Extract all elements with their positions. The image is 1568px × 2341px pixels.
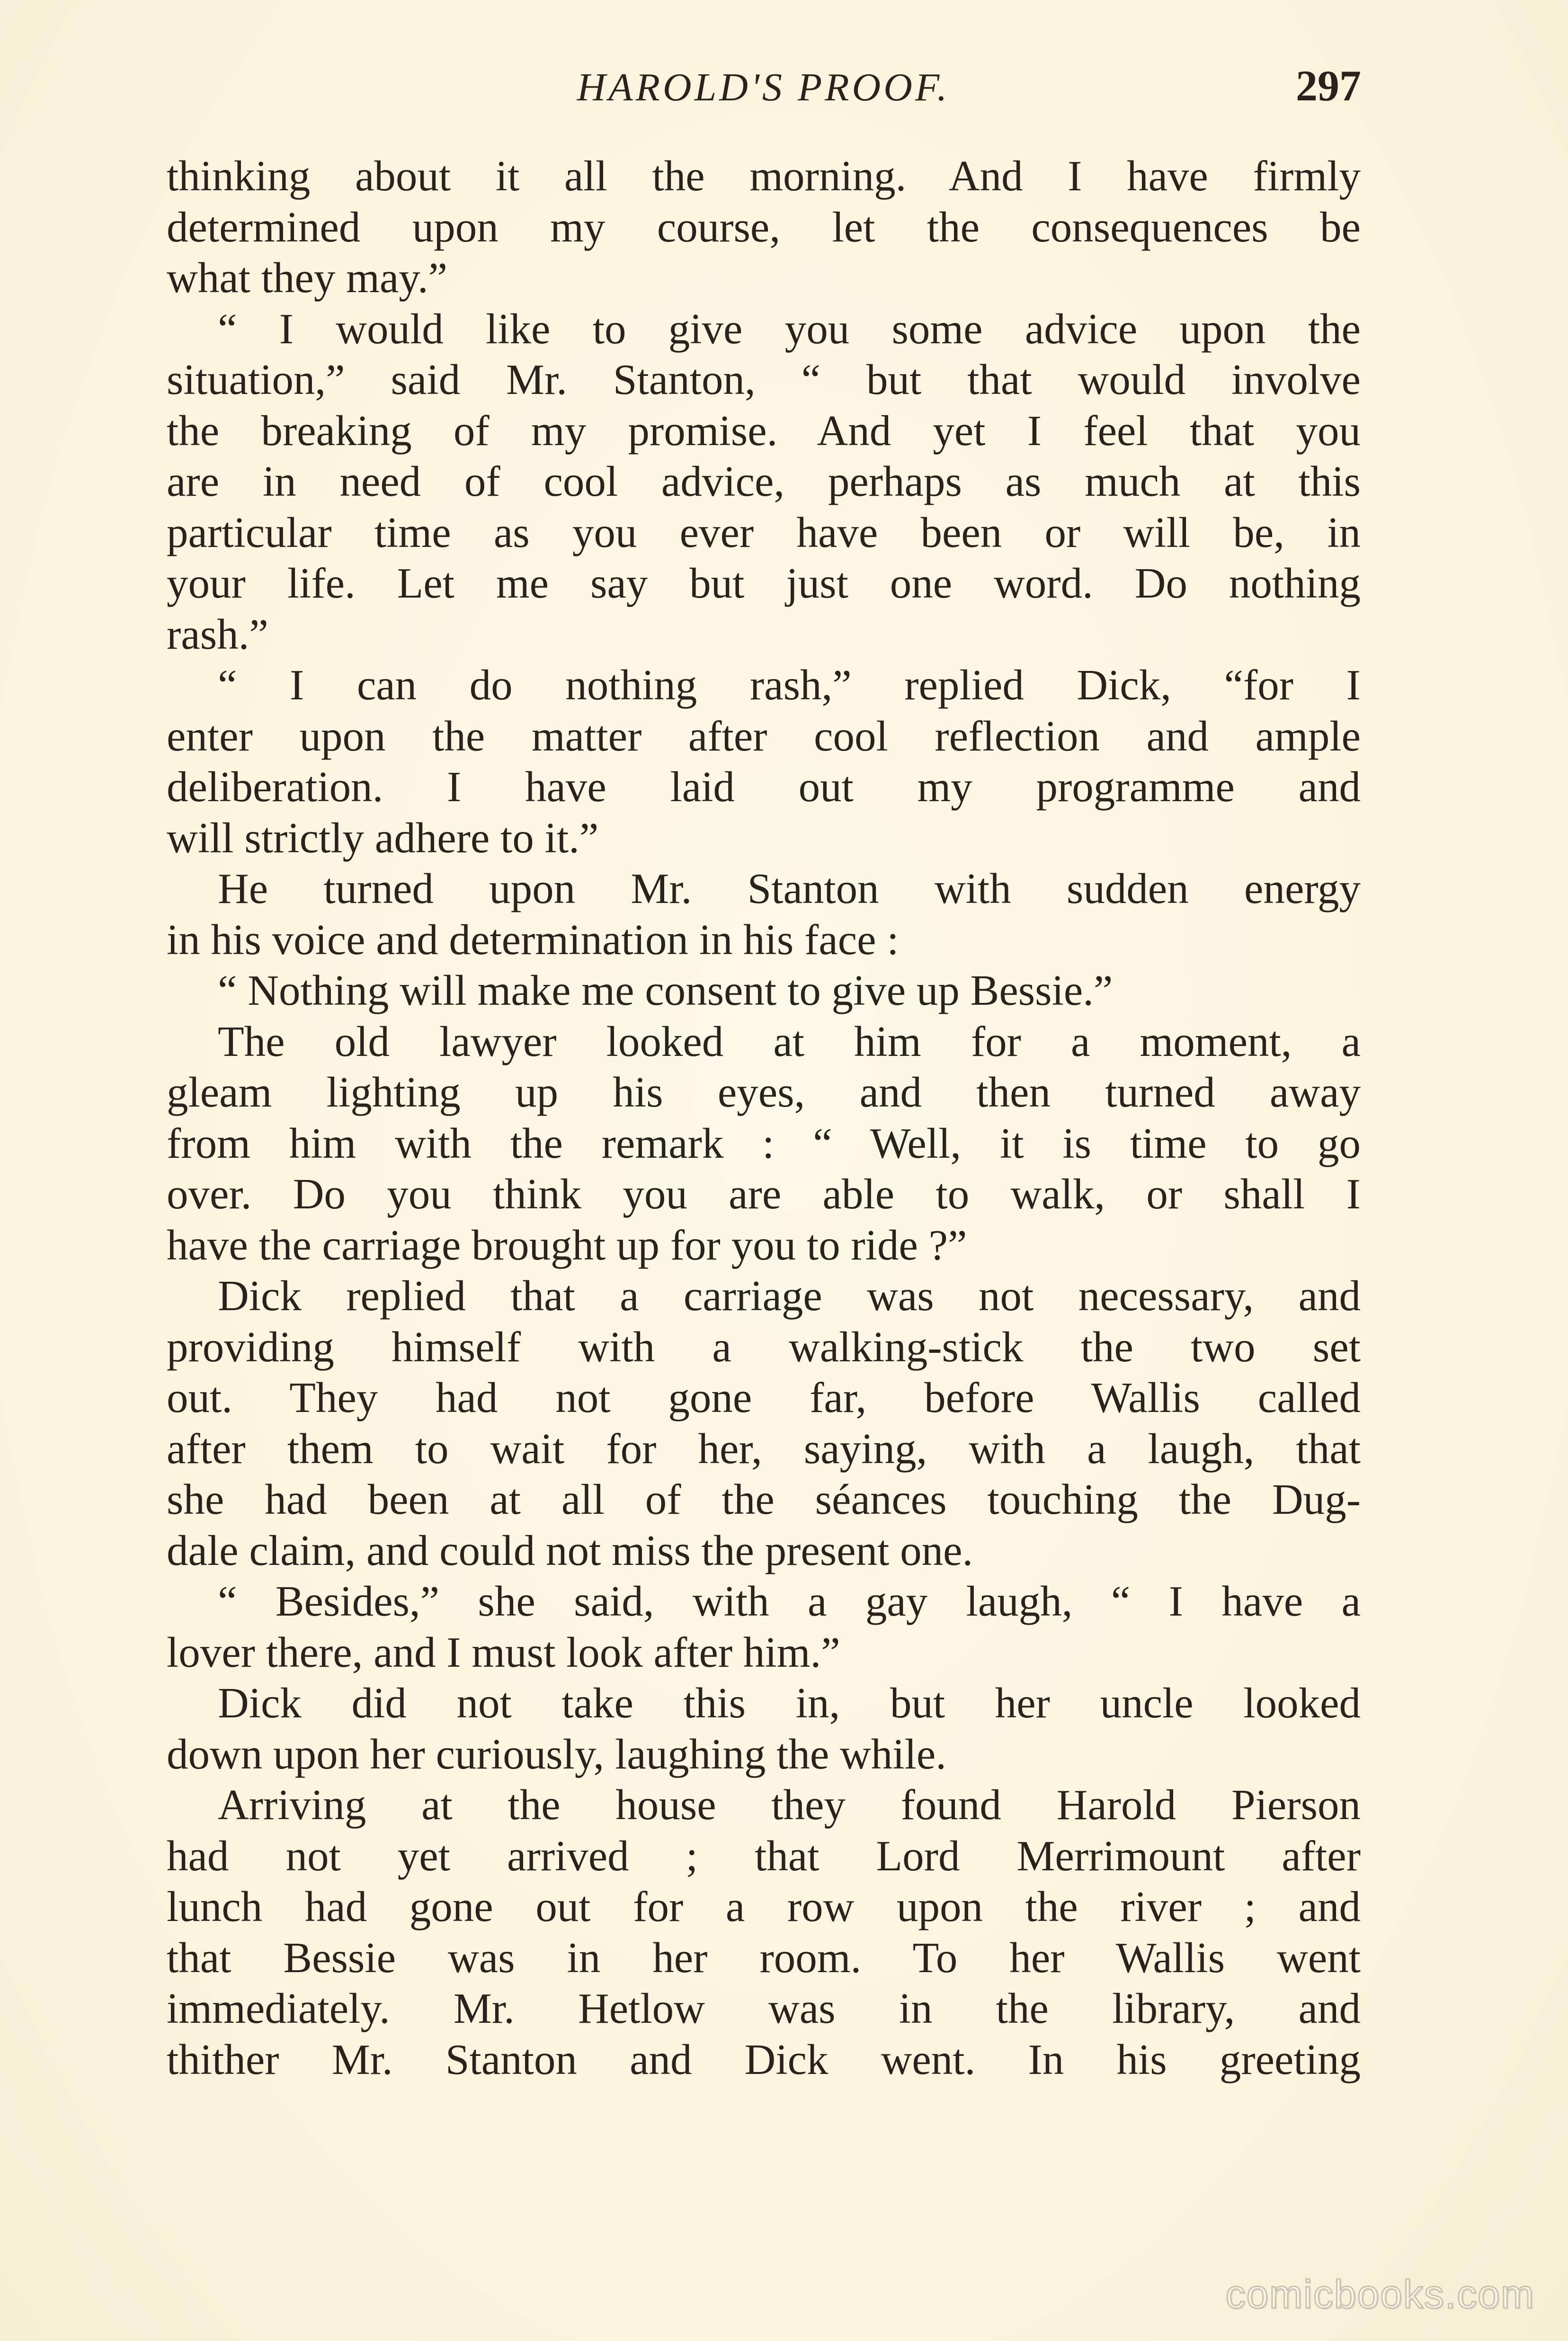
text-line-7: are in need of cool advice, perhaps as much at this — [167, 457, 1361, 505]
text-line-37: immediately. Mr. Hetlow was in the library, and — [167, 1984, 1361, 2032]
text-line-8: particular time as you ever have been or will be, in — [167, 508, 1361, 556]
text-line-34: had not yet arrived ; that Lord Merrimount after — [167, 1832, 1361, 1880]
text-line-36: that Bessie was in her room. To her Wallis went — [167, 1933, 1361, 1982]
text-line-17: “ Nothing will make me consent to give up Bessie.” — [218, 966, 1113, 1014]
text-line-18: The old lawyer looked at him for a moment, a — [218, 1017, 1361, 1065]
text-line-26: after them to wait for her, saying, with a laugh, that — [167, 1424, 1361, 1473]
text-line-24: providing himself with a walking-stick the two set — [167, 1322, 1361, 1371]
text-line-3: what they may.” — [167, 254, 447, 302]
text-line-15: He turned upon Mr. Stanton with sudden energy — [218, 865, 1361, 912]
text-line-25: out. They had not gone far, before Wallis called — [167, 1374, 1361, 1421]
text-line-6: the breaking of my promise. And yet I feel that you — [167, 406, 1361, 455]
text-line-27: she had been at all of the séances touching the Dug- — [167, 1475, 1361, 1523]
text-line-35: lunch had gone out for a row upon the river ; and — [167, 1883, 1361, 1930]
text-line-33: Arriving at the house they found Harold Pierson — [218, 1781, 1361, 1829]
text-line-23: Dick replied that a carriage was not necessary, and — [218, 1272, 1361, 1320]
watermark-logo: comicbooks.com — [1225, 2272, 1535, 2316]
text-line-28: dale claim, and could not miss the present one. — [167, 1526, 973, 1574]
text-line-19: gleam lighting up his eyes, and then turned away — [167, 1068, 1361, 1116]
running-head — [166, 52, 1361, 123]
text-line-29: “ Besides,” she said, with a gay laugh, “ I have a — [218, 1577, 1361, 1625]
text-line-4: “ I would like to give you some advice upon the — [218, 304, 1361, 353]
text-line-10: rash.” — [167, 610, 268, 658]
text-line-1: thinking about it all the morning. And I have firmly — [167, 152, 1361, 200]
text-line-13: deliberation. I have laid out my programme and — [167, 763, 1361, 811]
text-line-12: enter upon the matter after cool reflection and ample — [167, 712, 1361, 760]
text-line-30: lover there, and I must look after him.” — [167, 1628, 840, 1676]
text-line-20: from him with the remark : “ Well, it is time to go — [167, 1119, 1361, 1167]
text-line-5: situation,” said Mr. Stanton, “ but that would involve — [167, 356, 1361, 403]
text-line-21: over. Do you think you are able to walk, or shall I — [167, 1170, 1361, 1218]
body-text — [167, 151, 1361, 2085]
page-number: 297 — [1296, 62, 1361, 110]
running-title: HAROLD'S PROOF. — [577, 65, 950, 109]
text-line-38: thither Mr. Stanton and Dick went. In his greeting — [167, 2035, 1361, 2083]
text-line-22: have the carriage brought up for you to ride ?” — [167, 1221, 967, 1269]
text-line-31: Dick did not take this in, but her uncle looked — [218, 1679, 1361, 1727]
text-line-14: will strictly adhere to it.” — [167, 813, 599, 862]
text-line-9: your life. Let me say but just one word. Do nothing — [167, 559, 1361, 607]
text-line-16: in his voice and determination in his face : — [167, 915, 899, 964]
text-line-2: determined upon my course, let the consequences be — [167, 203, 1361, 251]
text-line-11: “ I can do nothing rash,” replied Dick, “for I — [218, 661, 1361, 709]
text-line-32: down upon her curiously, laughing the while. — [167, 1730, 946, 1778]
